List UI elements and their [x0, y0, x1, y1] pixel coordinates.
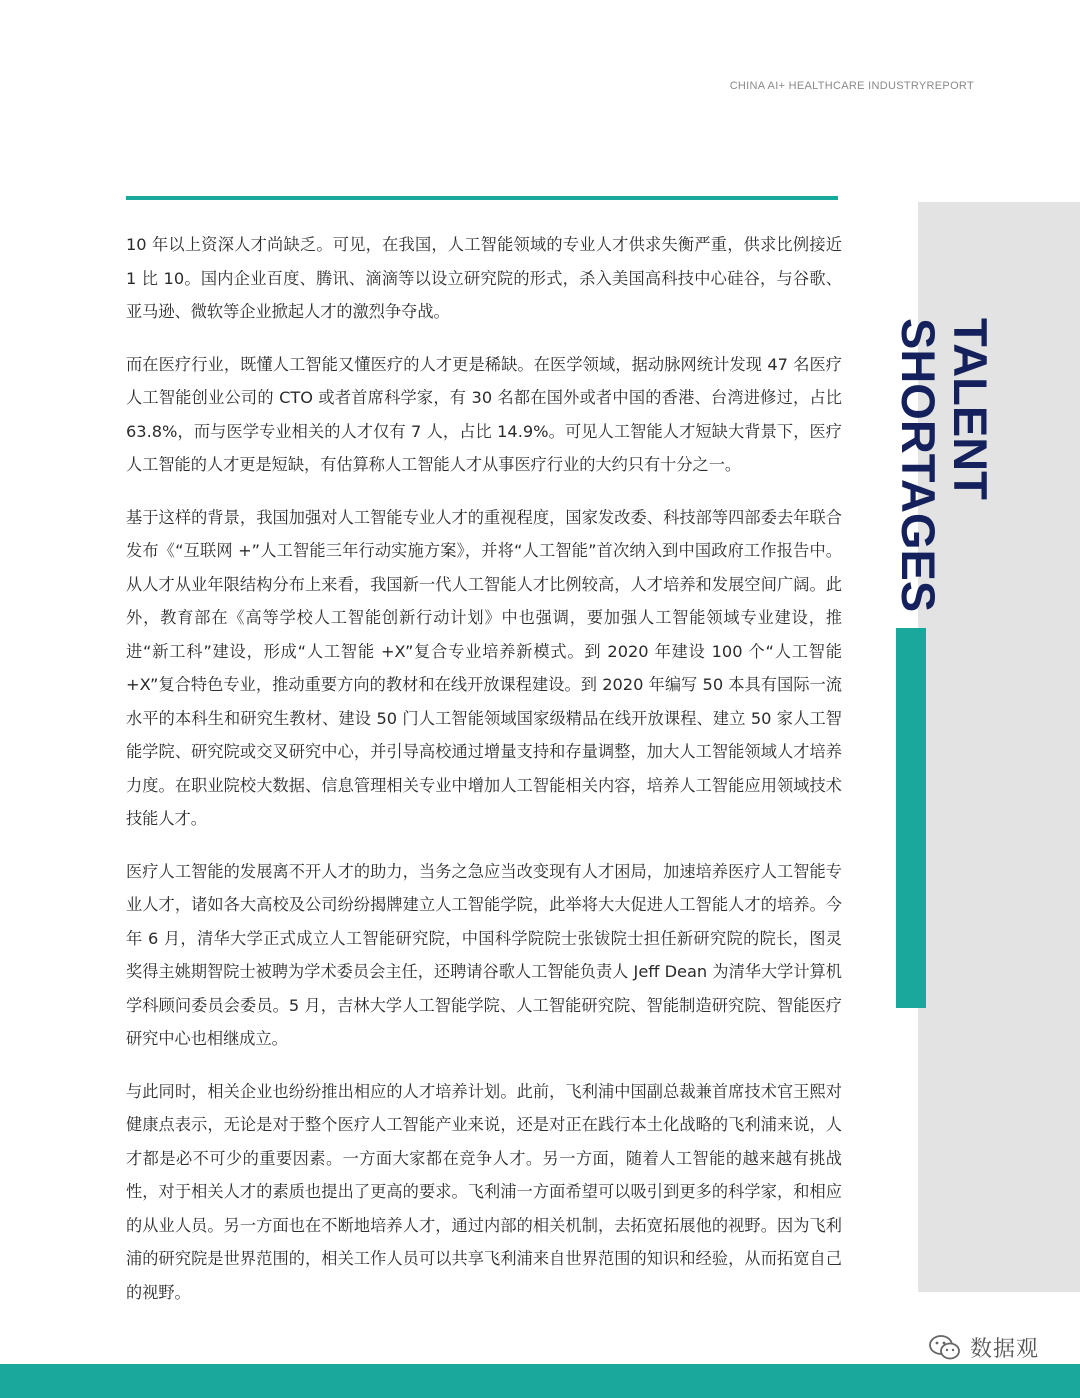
body-text [126, 228, 842, 1328]
paragraph-2: 而在医疗行业，既懂人工智能又懂医疗的人才更是稀缺。在医学领域，据动脉网统计发现 47 名医疗人工智能创业公司的 CTO 或者首席科学家，有 30 名都在国外或者中国的香港、台湾进修过，占比 63.8%，而与医学专业相关的人才仅有 7 人，占比 14.9%。可见人工智能人才短缺大背景下，医疗人工智能的人才更是短缺，有估算称人工智能人才从事医疗行业的大约只有十分之一。 [126, 354, 842, 474]
section-title-line1: TALENT [944, 318, 997, 500]
side-accent-bar [896, 628, 926, 1008]
report-header: CHINA AI+ HEALTHCARE INDUSTRYREPORT [729, 80, 974, 92]
top-divider [126, 196, 838, 200]
paragraph-3: 基于这样的背景，我国加强对人工智能专业人才的重视程度，国家发改委、科技部等四部委去年联合发布《“互联网 +”人工智能三年行动实施方案》，并将“人工智能”首次纳入到中国政府工作报告中。从人才从业年限结构分布上来看，我国新一代人工智能人才比例较高，人才培养和发展空间广阔。此外，教育部在《高等学校人工智能创新行动计划》中也强调，要加强人工智能领域专业建设，推进“新工科”建设，形成“人工智能 +X”复合专业培养新模式。到 2020 年建设 100 个“人工智能 +X”复合特色专业，推动重要方向的教材和在线开放课程建设。到 2020 年编写 50 本具有国际一流水平的本科生和研究生教材、建设 50 门人工智能领域国家级精品在线开放课程、建立 50 家人工智能学院、研究院或交叉研究中心，并引导高校通过增量支持和存量调整，加大人工智能领域人才培养力度。在职业院校大数据、信息管理相关专业中增加人工智能相关内容，培养人工智能应用领域技术技能人才。 [126, 507, 842, 828]
section-title-vertical [886, 318, 996, 618]
watermark [928, 1332, 1039, 1363]
paragraph-5: 与此同时，相关企业也纷纷推出相应的人才培养计划。此前，飞利浦中国副总裁兼首席技术官王熙对健康点表示，无论是对于整个医疗人工智能产业来说，还是对正在践行本土化战略的飞利浦来说，人才都是必不可少的重要因素。一方面大家都在竞争人才。另一方面，随着人工智能的越来越有挑战性，对于相关人才的素质也提出了更高的要求。飞利浦一方面希望可以吸引到更多的科学家，和相应的从业人员。另一方面也在不断地培养人才，通过内部的相关机制，去拓宽拓展他的视野。因为飞利浦的研究院是世界范围的，相关工作人员可以共享飞利浦来自世界范围的知识和经验，从而拓宽自己的视野。 [126, 1081, 842, 1302]
section-title-line2: SHORTAGES [892, 318, 945, 613]
wechat-icon [928, 1334, 962, 1362]
watermark-text: 数据观 [970, 1337, 1040, 1362]
footer-bar [0, 1364, 1080, 1398]
paragraph-1: 10 年以上资深人才尚缺乏。可见，在我国，人工智能领域的专业人才供求失衡严重，供求比例接近 1 比 10。国内企业百度、腾讯、滴滴等以设立研究院的形式，杀入美国高科技中心硅谷，与谷歌、亚马逊、微软等企业掀起人才的激烈争夺战。 [126, 235, 842, 321]
paragraph-4: 医疗人工智能的发展离不开人才的助力，当务之急应当改变现有人才困局，加速培养医疗人工智能专业人才，诸如各大高校及公司纷纷揭牌建立人工智能学院，此举将大大促进人工智能人才的培养。今年 6 月，清华大学正式成立人工智能研究院，中国科学院院士张钹院士担任新研究院的院长，图灵奖得主姚期智院士被聘为学术委员会主任，还聘请谷歌人工智能负责人 Jeff Dean 为清华大学计算机学科顾问委员会委员。5 月，吉林大学人工智能学院、人工智能研究院、智能制造研究院、智能医疗研究中心也相继成立。 [126, 861, 842, 1048]
